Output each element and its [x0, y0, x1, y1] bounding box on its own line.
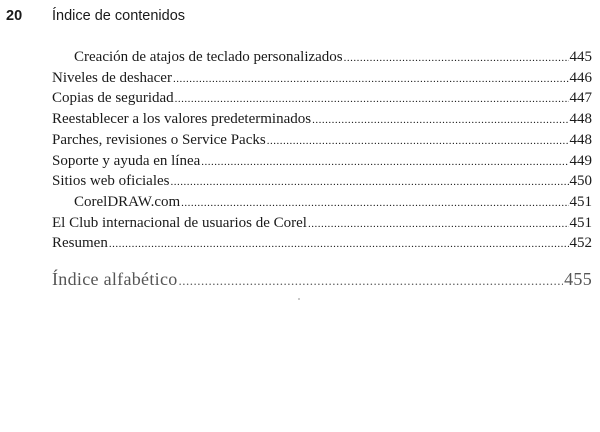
toc-entry — [52, 110, 592, 131]
toc-entry-page: 451 — [569, 214, 592, 231]
toc-entry — [52, 193, 592, 214]
toc-entry — [52, 131, 592, 152]
toc-entry — [52, 214, 592, 235]
toc-entry-title: Reestablecer a los valores predeterminados — [52, 111, 312, 128]
toc-entry-title: Niveles de deshacer — [52, 69, 172, 86]
scan-speck — [298, 298, 300, 300]
dot-leader — [308, 215, 569, 235]
toc-entry-title: El Club internacional de usuarios de Corel — [52, 214, 307, 231]
dot-leader — [109, 235, 569, 255]
toc-entry-title: Copias de seguridad — [52, 90, 174, 107]
toc-major-entry — [52, 267, 592, 293]
dot-leader — [267, 132, 569, 152]
toc-entry-title: Creación de atajos de teclado personalizados — [74, 49, 343, 65]
toc-entry-page: 445 — [569, 49, 592, 65]
toc-entry — [52, 48, 592, 69]
dot-leader — [179, 269, 564, 293]
dot-leader — [173, 70, 569, 90]
toc-entry-page: 450 — [569, 173, 592, 190]
toc-entry — [52, 172, 592, 193]
toc-major-entry-title: Índice alfabético — [52, 269, 178, 290]
dot-leader — [181, 194, 568, 214]
section-title: Índice de contenidos — [52, 8, 186, 24]
toc-entry-page: 451 — [569, 193, 592, 210]
toc-entry — [52, 152, 592, 173]
toc-entry-page: 452 — [569, 235, 592, 252]
page-header — [6, 8, 185, 30]
toc-entry-page: 448 — [569, 111, 592, 128]
toc-entry-title: Resumen — [52, 235, 108, 252]
toc-entry — [52, 69, 592, 90]
dot-leader — [344, 49, 569, 69]
table-of-contents — [52, 48, 592, 293]
dot-leader — [170, 173, 568, 193]
toc-entry-title: Parches, revisiones o Service Packs — [52, 131, 266, 148]
toc-entry-page: 446 — [569, 69, 592, 86]
dot-leader — [175, 90, 569, 110]
toc-entry — [52, 89, 592, 110]
toc-entry-page: 447 — [569, 90, 592, 107]
toc-entry — [52, 234, 592, 255]
toc-major-entry-page: 455 — [564, 269, 592, 290]
toc-entry-page: 448 — [569, 131, 592, 148]
toc-entry-page: 449 — [569, 152, 592, 169]
toc-entry-title: Soporte y ayuda en línea — [52, 152, 201, 169]
page-number: 20 — [6, 8, 23, 24]
dot-leader — [312, 111, 568, 131]
toc-entry-title: CorelDRAW.com — [74, 193, 181, 210]
toc-entry-title: Sitios web oficiales — [52, 173, 170, 190]
dot-leader — [201, 153, 568, 173]
